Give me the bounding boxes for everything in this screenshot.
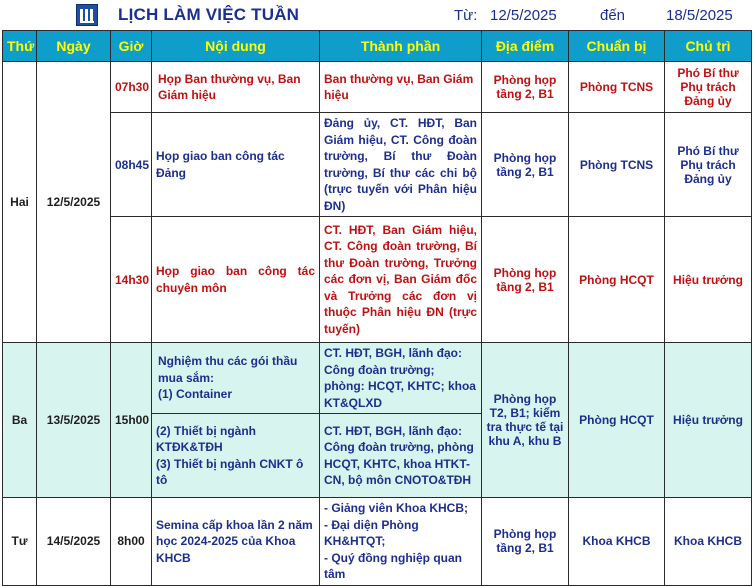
date-cell: 12/5/2025 <box>37 62 111 343</box>
content-cell <box>152 343 320 414</box>
location-cell: Phòng họp T2, B1; kiểm tra thực tế tại khu A, khu B <box>482 343 569 498</box>
prep-cell: Phòng HCQT <box>569 217 665 343</box>
host-cell: Khoa KHCB <box>665 498 752 586</box>
content-line: (2) Thiết bị ngành KTĐK&TĐH <box>156 423 256 454</box>
location-cell: Phòng họp tầng 2, B1 <box>482 113 569 217</box>
time-cell: 15h00 <box>111 343 152 498</box>
from-label: Từ: <box>454 7 478 24</box>
participants-cell: CT. HĐT, Ban Giám hiệu, CT. Công đoàn trường, Bí thư Đoàn trường, Trưởng các đơn vị, Ban Giám đốc và Trưởng các đơn vị thuộc Phân hiệu ĐN (trực tuyến) <box>320 217 482 343</box>
participant-line: - Giảng viên Khoa KHCB; <box>324 501 469 515</box>
host-cell: Hiệu trưởng <box>665 217 752 343</box>
time-cell: 14h30 <box>111 217 152 343</box>
host-cell: Phó Bí thư Phụ trách Đảng ủy <box>665 113 752 217</box>
date-cell: 13/5/2025 <box>37 343 111 498</box>
col-header-participants: Thành phần <box>320 31 482 62</box>
prep-cell: Khoa KHCB <box>569 498 665 586</box>
location-cell: Phòng họp tầng 2, B1 <box>482 62 569 113</box>
host-cell: Phó Bí thư Phụ trách Đảng ủy <box>665 62 752 113</box>
participants-cell: CT. HĐT, BGH, lãnh đạo: Công đoàn trường; phòng: HCQT, KHTC; khoa KT&QLXD <box>320 343 482 414</box>
col-header-day: Thứ <box>3 31 37 62</box>
content-line: Nghiệm thu các gói thầu mua sắm: <box>158 354 298 385</box>
content-cell <box>152 414 320 498</box>
content-cell: Semina cấp khoa lần 2 năm học 2024-2025 của Khoa KHCB <box>152 498 320 586</box>
participants-cell <box>320 498 482 586</box>
schedule-table <box>2 30 752 586</box>
col-header-date: Ngày <box>37 31 111 62</box>
content-line: (3) Thiết bị ngành CNKT ô tô <box>156 456 304 487</box>
host-cell: Hiệu trưởng <box>665 343 752 498</box>
table-row <box>3 113 752 217</box>
col-header-time: Giờ <box>111 31 152 62</box>
col-header-content: Nội dung <box>152 31 320 62</box>
prep-cell: Phòng TCNS <box>569 62 665 113</box>
participants-cell: CT. HĐT, BGH, lãnh đạo: Công đoàn trường, phòng HCQT, KHTC, khoa HTKT-CN, bộ môn CNOTO&TĐH <box>320 414 482 498</box>
day-cell: Hai <box>3 62 37 343</box>
to-date: 18/5/2025 <box>666 7 733 24</box>
title-bar <box>0 0 755 30</box>
col-header-prep: Chuẩn bị <box>569 31 665 62</box>
page-title: LỊCH LÀM VIỆC TUẦN <box>118 5 300 24</box>
table-row <box>3 62 752 113</box>
content-cell: Họp giao ban công tác Đảng <box>152 113 320 217</box>
participant-line: - Đại diện Phòng KH&HTQT; <box>324 517 419 548</box>
content-line: (1) Container <box>158 387 233 402</box>
col-header-host: Chủ trì <box>665 31 752 62</box>
time-cell: 08h45 <box>111 113 152 217</box>
content-cell: Họp giao ban công tác chuyên môn <box>152 217 320 343</box>
participants-cell: Đảng ủy, CT. HĐT, Ban Giám hiệu, CT. Công đoàn trường, Bí thư Đoàn trường, Bí thư các chi bộ (trực tuyến với Phân hiệu ĐN) <box>320 113 482 217</box>
prep-cell: Phòng HCQT <box>569 343 665 498</box>
participant-line: - Quý đồng nghiệp quan tâm <box>324 550 462 581</box>
time-cell: 07h30 <box>111 62 152 113</box>
date-cell: 14/5/2025 <box>37 498 111 586</box>
participants-cell: Ban thường vụ, Ban Giám hiệu <box>320 62 482 113</box>
time-cell: 8h00 <box>111 498 152 586</box>
table-row <box>3 217 752 343</box>
to-label: đến <box>600 7 626 24</box>
university-logo-icon <box>76 4 98 26</box>
content-cell: Họp Ban thường vụ, Ban Giám hiệu <box>152 62 320 113</box>
table-row <box>3 343 752 414</box>
header-row <box>3 31 752 62</box>
day-cell: Tư <box>3 498 37 586</box>
table-row <box>3 498 752 586</box>
location-cell: Phòng họp tầng 2, B1 <box>482 217 569 343</box>
location-cell: Phòng họp tầng 2, B1 <box>482 498 569 586</box>
day-cell: Ba <box>3 343 37 498</box>
col-header-location: Địa điểm <box>482 31 569 62</box>
from-date: 12/5/2025 <box>490 7 557 24</box>
prep-cell: Phòng TCNS <box>569 113 665 217</box>
